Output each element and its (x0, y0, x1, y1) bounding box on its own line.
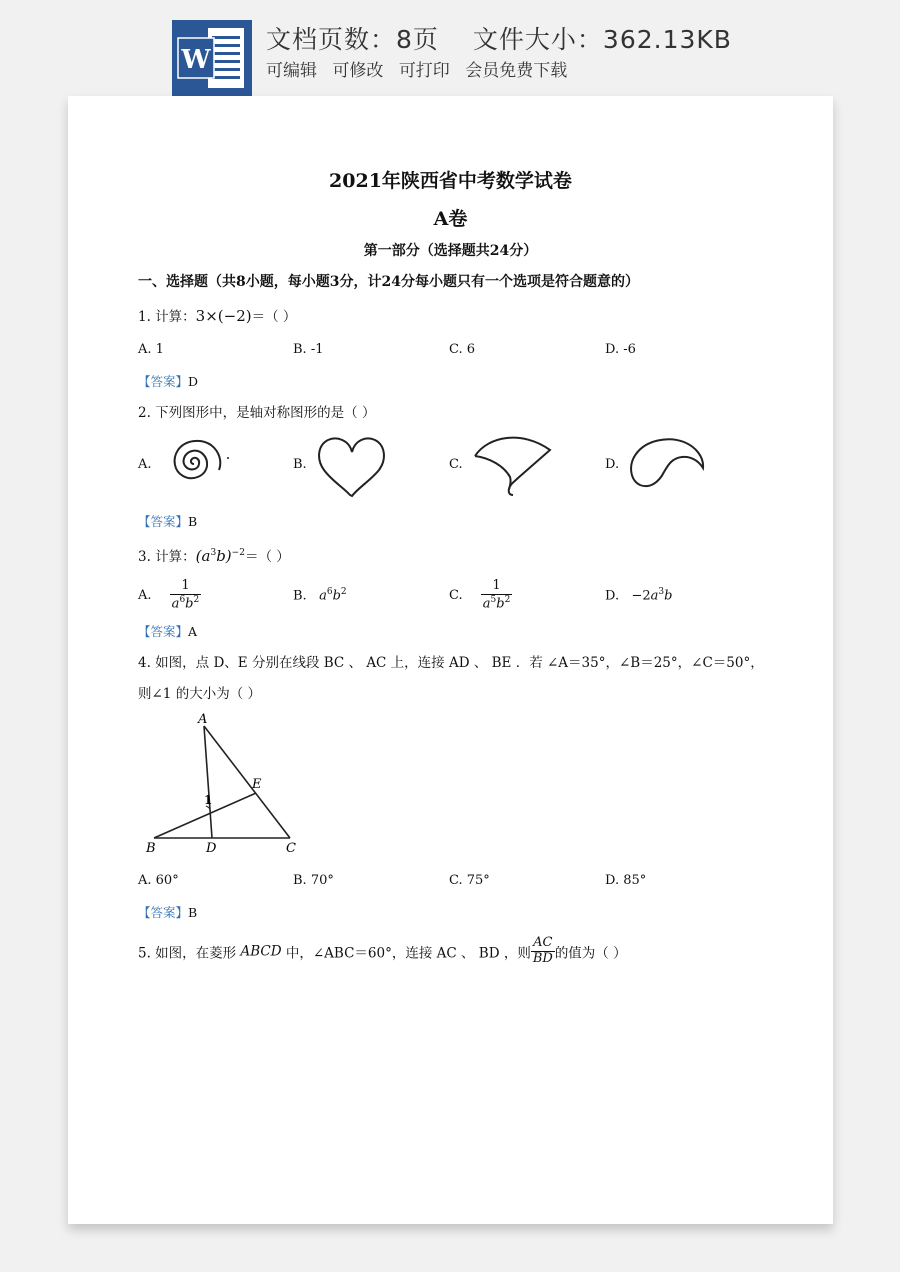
comma-shape-figure (626, 432, 708, 494)
q2-label-a[interactable]: A. (138, 457, 152, 472)
page-count: 文档页数：8页 (266, 25, 439, 54)
spiral-figure (158, 426, 233, 496)
q2-label-c[interactable]: C. (449, 457, 463, 472)
feature-free-download: 会员免费下载 (465, 61, 568, 81)
q3-option-b[interactable]: B. $a^6b^2$ (293, 587, 347, 604)
q1-stem: 1. 计算： (138, 309, 196, 325)
q4-option-a[interactable]: A. 60° (138, 873, 179, 888)
q3-fraction-a: $\frac{1}{a^6b^2}$ (171, 578, 200, 612)
document-title: 2021年陕西省中考数学试卷 (329, 170, 572, 192)
q4-option-c[interactable]: C. 75° (449, 873, 490, 888)
point-d-label: D (206, 841, 217, 856)
q2-label-b[interactable]: B. (293, 457, 307, 472)
q4-option-d[interactable]: D. 85° (605, 873, 647, 888)
vertex-b-label: B (146, 841, 156, 856)
volume-title: A卷 (433, 208, 468, 230)
q5-fraction: $\frac{AC}{BD}$ (532, 935, 553, 966)
question-1 (138, 305, 296, 325)
q1-option-b[interactable]: B. -1 (293, 342, 324, 357)
answer-value: A (188, 624, 198, 639)
q2-answer (138, 512, 197, 530)
download-banner (0, 0, 900, 100)
q3-option-a[interactable] (138, 579, 201, 612)
q2-label-d[interactable]: D. (605, 457, 620, 472)
q3-label-b: B. (293, 588, 307, 604)
word-document-icon (172, 20, 252, 96)
q1-expression: 3×(−2) (195, 307, 252, 325)
angle-1-label: 1 (204, 793, 213, 807)
feature-editable: 可编辑 (266, 61, 317, 81)
triangle-figure (142, 708, 312, 858)
q3-label-a: A. (138, 588, 152, 604)
q3-fraction-c: $\frac{1}{a^5b^2}$ (482, 578, 511, 612)
question-4-line-2: 则∠1 的大小为（ ） (138, 686, 261, 702)
document-page (68, 96, 833, 1224)
q1-answer (138, 372, 198, 390)
section-title: 一、选择题（共8小题，每小题3分，计24分每小题只有一个选项是符合题意的） (138, 274, 639, 290)
q3-label-c: C. (449, 588, 463, 604)
q3-expr-exp1: 3 (210, 548, 217, 558)
file-size: 文件大小：362.13KB (472, 25, 732, 54)
q3-label-d: D. (605, 588, 620, 604)
q3-tail: ＝（ ） (244, 549, 290, 565)
q1-option-d[interactable]: D. -6 (605, 342, 636, 357)
feature-printable: 可打印 (398, 61, 450, 81)
q3-stem: 3. 计算： (138, 549, 196, 565)
q3-expr-mid: b) (216, 547, 232, 565)
question-2: 2. 下列图形中，是轴对称图形的是（ ） (138, 405, 376, 421)
point-e-label: E (252, 777, 262, 792)
q1-tail: ＝（ ） (251, 309, 297, 325)
question-4-line-1: 4. 如图，点 D、E 分别在线段 BC 、 AC 上，连接 AD 、 BE ．若 ∠A＝35°，∠B＝25°，∠C＝50°， (138, 655, 764, 671)
fan-figure (470, 432, 555, 498)
q4-option-b[interactable]: B. 70° (293, 873, 334, 888)
feature-modifiable: 可修改 (332, 61, 384, 81)
q3-answer (138, 622, 197, 640)
vertex-c-label: C (286, 841, 296, 856)
file-info (266, 20, 732, 56)
answer-value: B (188, 905, 198, 920)
question-5: 5. 如图，在菱形 ABCD 中，∠ABC＝60°，连接 AC 、 BD ，则 $\frac{AC}{BD}$ 的值为（ ） (138, 935, 627, 966)
answer-tag: 【答案】 (138, 624, 189, 639)
q1-option-c[interactable]: C. 6 (449, 342, 476, 357)
q3-option-c[interactable] (449, 579, 512, 612)
q3-option-d[interactable]: D. $-2a^3b$ (605, 587, 673, 604)
answer-value: D (188, 374, 199, 389)
part-title: 第一部分（选择题共24分） (363, 243, 538, 259)
answer-tag: 【答案】 (138, 514, 189, 529)
answer-tag: 【答案】 (138, 374, 189, 389)
q3-expr-base: (a (195, 547, 211, 565)
question-3 (138, 545, 290, 565)
answer-value: B (188, 514, 198, 529)
q3-expr-exp2: −2 (231, 548, 245, 558)
word-icon-letter: W (181, 45, 211, 75)
q1-option-a[interactable]: A. 1 (138, 342, 164, 357)
answer-tag: 【答案】 (138, 905, 189, 920)
vertex-a-label: A (198, 712, 208, 727)
heart-figure (316, 434, 388, 498)
feature-list (266, 56, 577, 81)
q4-answer (138, 903, 197, 921)
